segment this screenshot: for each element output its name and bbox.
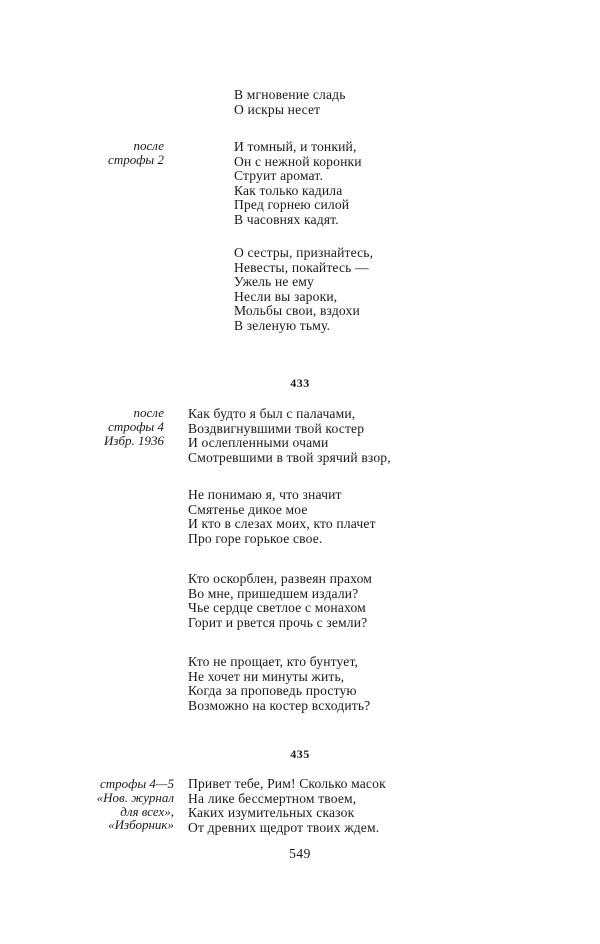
- poem-number-435: 435: [290, 747, 310, 761]
- verse-line: О искры несет: [234, 101, 321, 117]
- margin-note-after-strophe-2: после строфы 2: [108, 138, 164, 167]
- stanza-433-1: [188, 407, 391, 465]
- verse-line: Воздвигнувшими твой костер: [188, 420, 365, 436]
- verse-line: И кто в слезах моих, кто плачет: [188, 516, 376, 531]
- verse-line: Несли вы зароки,: [234, 288, 338, 304]
- page-number: 549: [289, 846, 311, 861]
- verse-line: Он с нежной коронки: [234, 153, 362, 169]
- verse-line: Когда за проповедь простую: [188, 683, 357, 698]
- verse-line: В зеленую тьму.: [234, 317, 331, 333]
- stanza-433-4: [188, 655, 370, 713]
- verse-line: И томный, и тонкий,: [234, 139, 357, 154]
- verse-line: Как будто я был с палачами,: [188, 406, 356, 421]
- verse-line: Пред горнею силой: [234, 197, 350, 212]
- verse-line: Струит аромат.: [234, 168, 323, 183]
- stanza-435-1: [188, 777, 386, 835]
- verse-line: Как только кадила: [234, 182, 343, 198]
- verse-line: На лике бессмертном твоем,: [188, 790, 357, 806]
- stanza-variant-1: [234, 140, 362, 227]
- verse-line: О сестры, признайтесь,: [234, 245, 374, 260]
- verse-line: Привет тебе, Рим! Сколько масок: [188, 776, 386, 791]
- verse-line: Смотревшими в твой зрячий взор,: [188, 449, 391, 465]
- verse-line: Кто не прощает, кто бунтует,: [188, 654, 359, 669]
- stanza-variant-2: [234, 246, 373, 333]
- verse-line: Возможно на костер всходить?: [188, 697, 371, 713]
- verse-line: Каких изумительных сказок: [188, 805, 355, 820]
- poem-number-433: 433: [290, 376, 310, 390]
- verse-line: Чье сердце светлое с монахом: [188, 600, 366, 615]
- margin-note-433: после строфы 4 Избр. 1936: [104, 405, 164, 448]
- verse-line: Горит и рвется прочь с земли?: [188, 614, 368, 630]
- stanza-top-1: [234, 88, 346, 117]
- verse-line: Про горе горькое свое.: [188, 530, 323, 546]
- verse-line: Не хочет ни минуты жить,: [188, 668, 345, 684]
- verse-line: Смятенье дикое мое: [188, 501, 308, 517]
- verse-line: Ужель не ему: [234, 274, 314, 289]
- verse-line: В часовнях кадят.: [234, 211, 339, 227]
- verse-line: И ослепленными очами: [188, 435, 329, 450]
- stanza-433-3: [188, 572, 372, 630]
- verse-line: В мгновение сладь: [234, 87, 346, 102]
- verse-line: От древних щедрот твоих ждем.: [188, 819, 380, 835]
- margin-note-435: строфы 4—5 «Нов. журнал для всех», «Изборник»: [96, 776, 174, 833]
- stanza-433-2: [188, 488, 376, 546]
- verse-line: Мольбы свои, вздохи: [234, 303, 360, 318]
- verse-line: Во мне, пришедшем издали?: [188, 585, 359, 601]
- verse-line: Невесты, покайтесь —: [234, 259, 369, 275]
- verse-line: Не понимаю я, что значит: [188, 487, 342, 502]
- verse-line: Кто оскорблен, развеян прахом: [188, 571, 373, 586]
